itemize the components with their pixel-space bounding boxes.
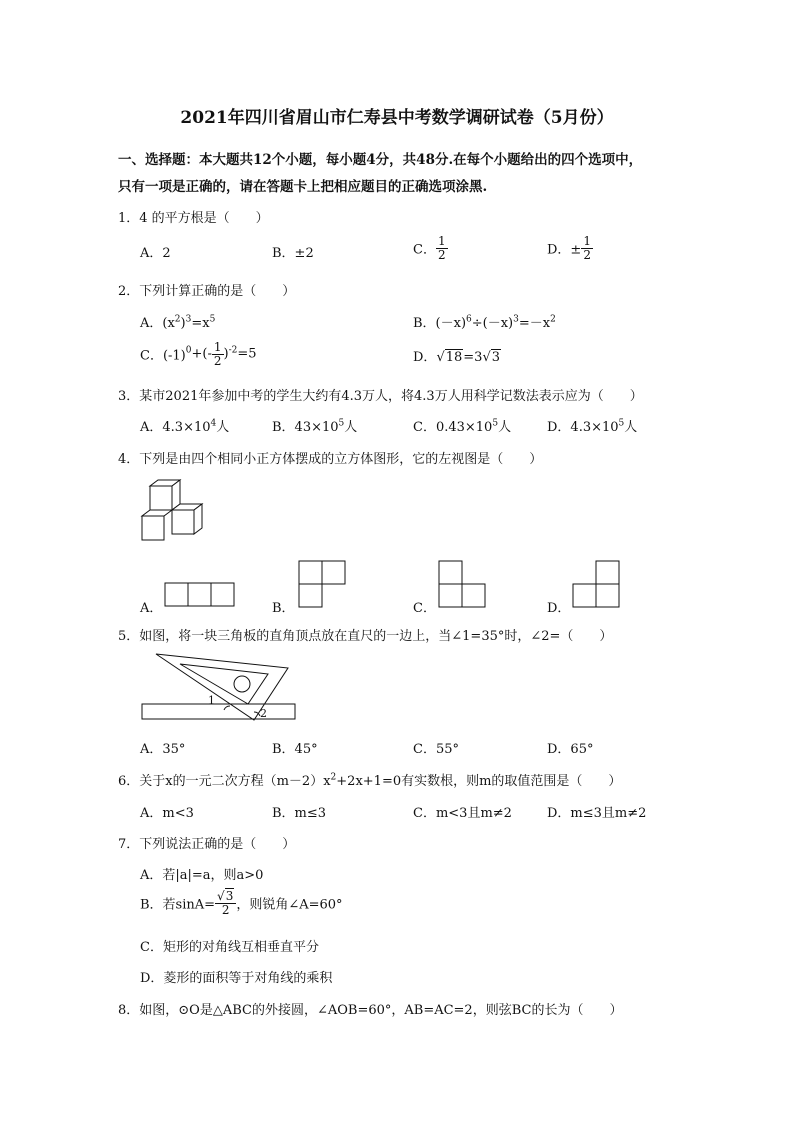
q4-cube-figure	[138, 478, 208, 546]
question-6-stem: 6．关于x的一元二次方程$(m-2)x^2+2x+1=0$有实数根，则m的取值范围是（ ）	[118, 772, 622, 789]
q2-option-d: D．√18=3√3	[413, 350, 501, 365]
q1-option-a: A．2	[140, 246, 171, 261]
q1-option-d: D．± $\frac{1}{2}$	[547, 234, 591, 262]
q2-option-c: C．$(-1)^0+(-$ $\frac{1}{2}$ )$^{-2}$=5	[140, 340, 257, 368]
q3-option-a: A．$4.3\times 10^4$人	[140, 418, 230, 435]
q5-angle-1-label: 1	[208, 694, 215, 707]
page-title: 2021年四川省眉山市仁寿县中考数学调研试卷（5月份）	[180, 108, 614, 128]
question-1-stem: 1．4 的平方根是（ ）	[118, 211, 269, 226]
q5-angle-2-label: 2	[260, 707, 267, 720]
q5-option-a: A．35°	[140, 742, 186, 757]
q6-option-c: C．m<3且m≠2	[413, 806, 512, 821]
question-7-stem: 7．下列说法正确的是（ ）	[118, 837, 296, 852]
q1-option-c: C． $\frac{1}{2}$	[413, 234, 446, 262]
q5-option-c: C．55°	[413, 742, 459, 757]
q4-option-b-label: B．	[272, 601, 295, 616]
q7-option-a: A．若|a|=a，则a>0	[140, 868, 264, 883]
q5-option-b: B．45°	[272, 742, 318, 757]
q3-option-b: B．$43\times 10^5$人	[272, 418, 358, 435]
q7-option-c: C．矩形的对角线互相垂直平分	[140, 940, 319, 955]
q6-option-a: A．m<3	[140, 806, 194, 821]
q4-option-a-label: A．	[140, 601, 163, 616]
q4-option-d-figure	[572, 560, 622, 608]
q5-triangle-ruler-figure	[140, 652, 300, 724]
q2-option-a: A．$(x^2)^3=x^5$	[140, 314, 216, 331]
q4-option-d-label: D．	[547, 601, 571, 616]
question-8-stem: 8．如图，⊙O是△ABC的外接圆，∠AOB=60°，AB=AC=2，则弦BC的长为（ ）	[118, 1003, 623, 1018]
question-5-stem: 5．如图，将一块三角板的直角顶点放在直尺的一边上，当∠1=35°时，∠2=（ ）	[118, 629, 613, 644]
q7-option-b: B．若sinA= $\frac{√3}{2}$ ，则锐角∠A=60°	[140, 889, 343, 917]
question-4-stem: 4．下列是由四个相同小正方体摆成的立方体图形，它的左视图是（ ）	[118, 452, 543, 467]
q2-option-b: B．$(-x)^6\div(-x)^3=-x^2$	[413, 314, 556, 331]
question-2-stem: 2．下列计算正确的是（ ）	[118, 284, 296, 299]
q4-option-c-figure	[438, 560, 488, 608]
q6-option-b: B．m≤3	[272, 806, 327, 821]
q4-option-a-figure	[164, 582, 236, 608]
question-3-stem: 3．某市2021年参加中考的学生大约有4.3万人，将4.3万人用科学记数法表示应为（ ）	[118, 389, 643, 404]
section-instruction-line1: 一、选择题：本大题共12个小题，每小题4分，共48分.在每个小题给出的四个选项中，	[118, 152, 643, 168]
section-instruction-line2: 只有一项是正确的，请在答题卡上把相应题目的正确选项涂黑.	[118, 179, 488, 195]
q7-option-d: D．菱形的面积等于对角线的乘积	[140, 971, 333, 986]
q4-option-b-figure	[298, 560, 348, 608]
q6-option-d: D．m≤3且m≠2	[547, 806, 647, 821]
q3-option-d: D．$4.3\times 10^5$人	[547, 418, 638, 435]
q3-option-c: C．$0.43\times 10^5$人	[413, 418, 512, 435]
q5-option-d: D．65°	[547, 742, 594, 757]
q4-option-c-label: C．	[413, 601, 436, 616]
q1-option-b: B．±2	[272, 246, 314, 261]
